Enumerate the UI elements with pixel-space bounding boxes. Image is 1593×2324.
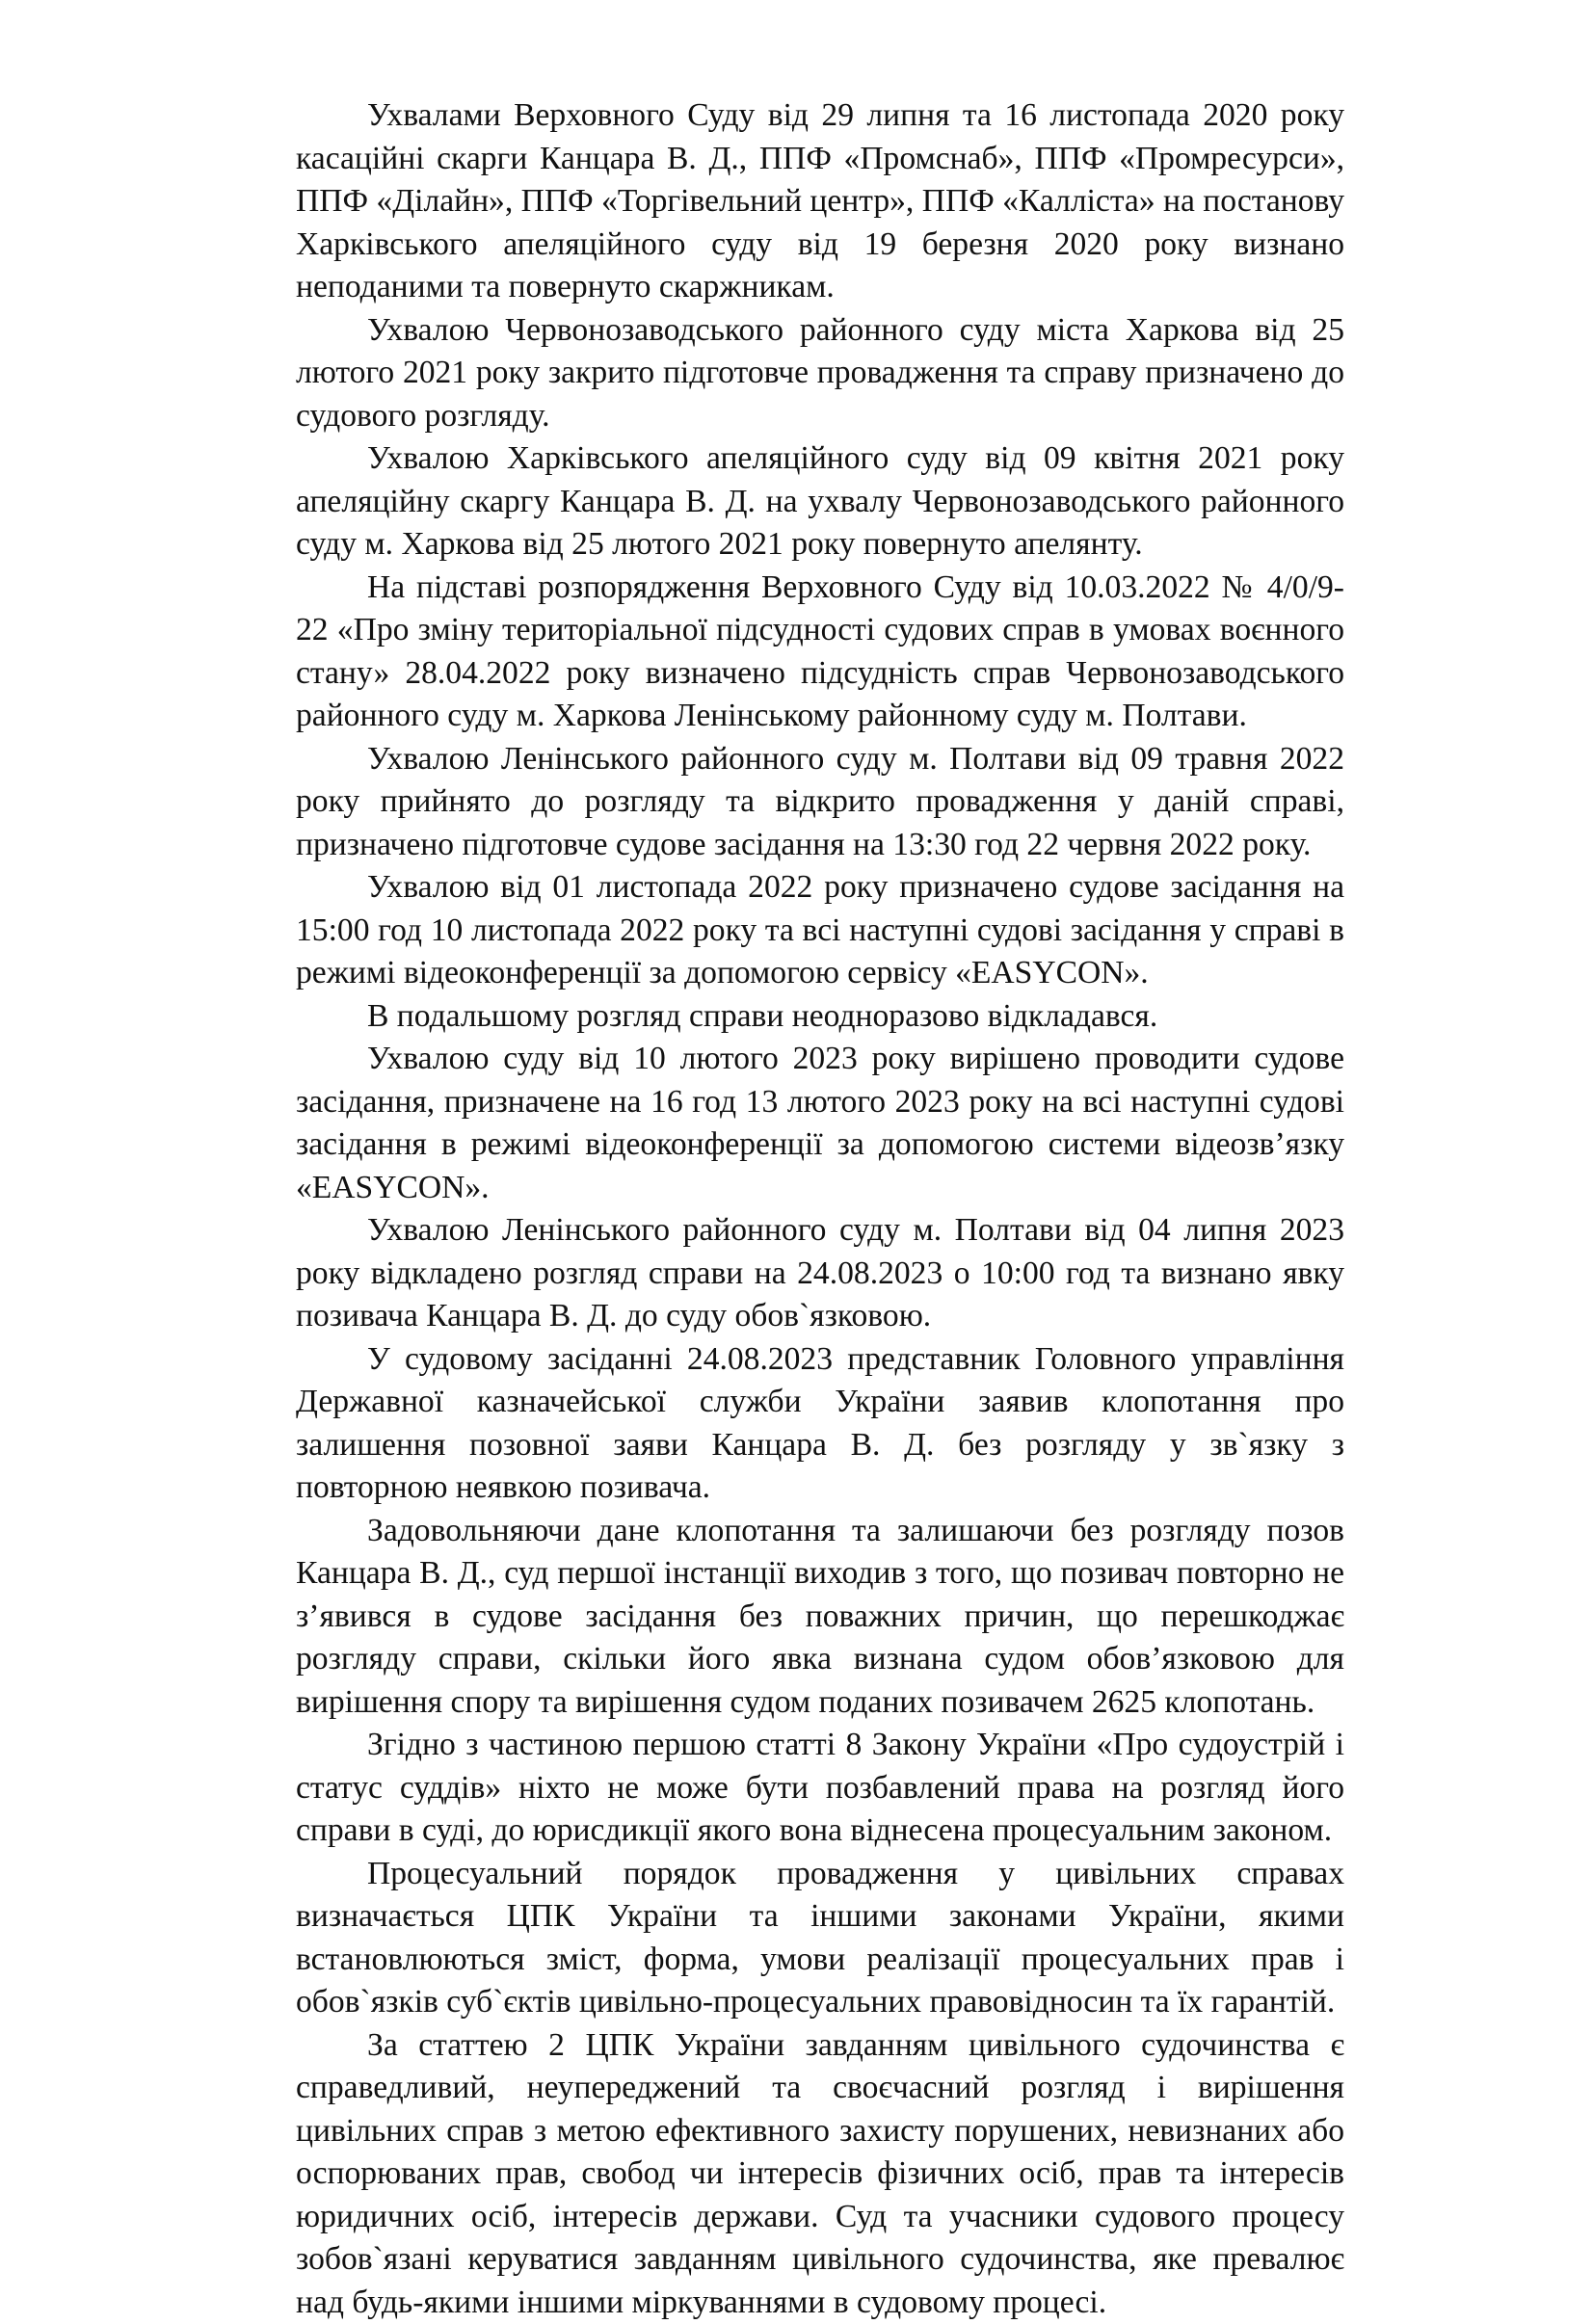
paragraph-7: В подальшому розгляд справи неодноразово відкладався.	[296, 995, 1344, 1039]
paragraph-11: Задовольняючи дане клопотання та залишаючи без розгляду позов Канцара В. Д., суд першої інстанції виходив з того, що позивач повторно не з’явився в судове засідання без поважних причин, що перешкоджає розгляду справи, скільки його явка визнана судом обов’язковою для вирішення спору та вирішення судом поданих позивачем 2625 клопотань.	[296, 1510, 1344, 1725]
paragraph-3: Ухвалою Харківського апеляційного суду від 09 квітня 2021 року апеляційну скаргу Канцара В. Д. на ухвалу Червонозаводського районного суду м. Харкова від 25 лютого 2021 року повернуто апелянту.	[296, 437, 1344, 567]
paragraph-4: На підставі розпорядження Верховного Суду від 10.03.2022 № 4/0/9-22 «Про зміну територіальної підсудності судових справ в умовах воєнного стану» 28.04.2022 року визначено підсудність справ Червонозаводського районного суду м. Харкова Ленінському районному суду м. Полтави.	[296, 567, 1344, 738]
paragraph-5: Ухвалою Ленінського районного суду м. Полтави від 09 травня 2022 року прийнято до розгляду та відкрито провадження у даній справі, призначено підготовче судове засідання на 13:30 год 22 червня 2022 року.	[296, 738, 1344, 867]
paragraph-9: Ухвалою Ленінського районного суду м. Полтави від 04 липня 2023 року відкладено розгляд справи на 24.08.2023 о 10:00 год та визнано явку позивача Канцара В. Д. до суду обов`язковою.	[296, 1209, 1344, 1338]
paragraph-6: Ухвалою від 01 листопада 2022 року призначено судове засідання на 15:00 год 10 листопада 2022 року та всі наступні судові засідання у справі в режимі відеоконференції за допомогою сервісу «EASYCON».	[296, 866, 1344, 995]
document-body	[296, 94, 1344, 2324]
paragraph-14: За статтею 2 ЦПК України завданням цивільного судочинства є справедливий, неупереджений та своєчасний розгляд і вирішення цивільних справ з метою ефективного захисту порушених, невизнаних або оспорюваних прав, свобод чи інтересів фізичних осіб, прав та інтересів юридичних осіб, інтересів держави. Суд та учасники судового процесу зобов`язані керуватися завданням цивільного судочинства, яке превалює над будь-якими іншими міркуваннями в судовому процесі.	[296, 2024, 1344, 2324]
paragraph-1: Ухвалами Верховного Суду від 29 липня та 16 листопада 2020 року касаційні скарги Канцара В. Д., ППФ «Промснаб», ППФ «Промресурси», ППФ «Ділайн», ППФ «Торгівельний центр», ППФ «Калліста» на постанову Харківського апеляційного суду від 19 березня 2020 року визнано неподаними та повернуто скаржникам.	[296, 94, 1344, 309]
paragraph-10: У судовому засіданні 24.08.2023 представник Головного управління Державної казначейської служби України заявив клопотання про залишення позовної заяви Канцара В. Д. без розгляду у зв`язку з повторною неявкою позивача.	[296, 1338, 1344, 1510]
paragraph-13: Процесуальний порядок провадження у цивільних справах визначається ЦПК України та іншими законами України, якими встановлюються зміст, форма, умови реалізації процесуальних прав і обов`язків суб`єктів цивільно-процесуальних правовідносин та їх гарантій.	[296, 1853, 1344, 2024]
paragraph-2: Ухвалою Червонозаводського районного суду міста Харкова від 25 лютого 2021 року закрито підготовче провадження та справу призначено до судового розгляду.	[296, 309, 1344, 438]
paragraph-12: Згідно з частиною першою статті 8 Закону України «Про судоустрій і статус суддів» ніхто не може бути позбавлений права на розгляд його справи в суді, до юрисдикції якого вона віднесена процесуальним законом.	[296, 1724, 1344, 1853]
paragraph-8: Ухвалою суду від 10 лютого 2023 року вирішено проводити судове засідання, призначене на 16 год 13 лютого 2023 року на всі наступні судові засідання в режимі відеоконференції за допомогою системи відеозв’язку «EASYCON».	[296, 1038, 1344, 1209]
